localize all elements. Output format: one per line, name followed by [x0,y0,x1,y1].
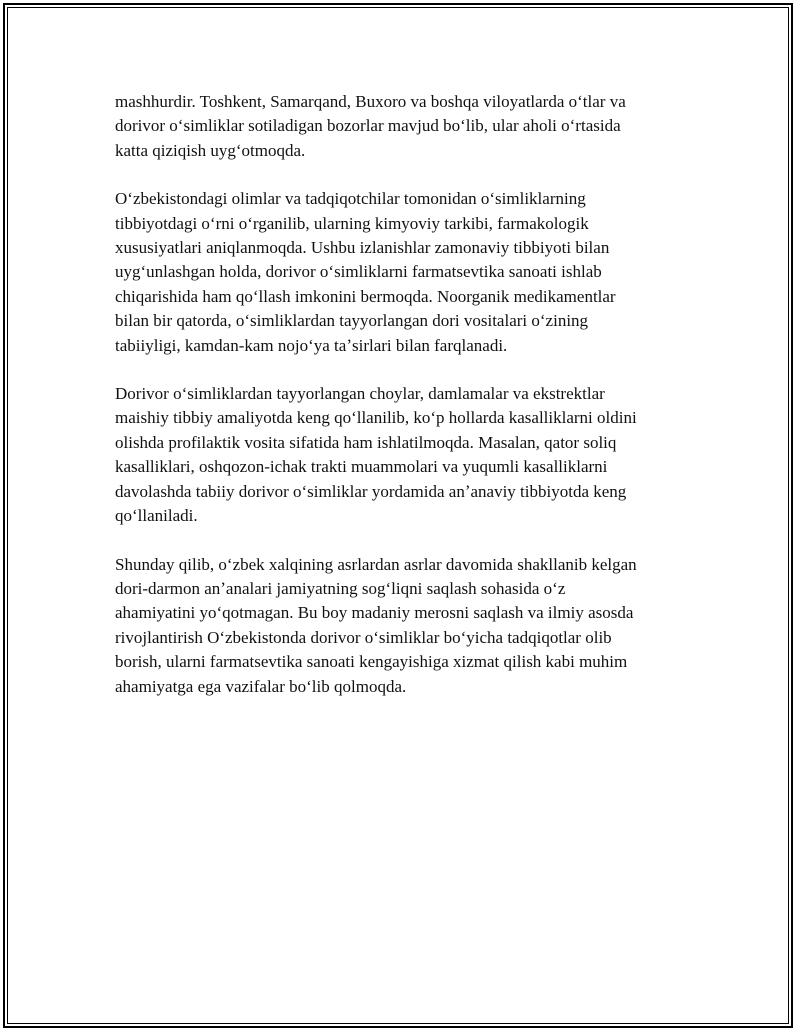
text-line: xususiyatlari aniqlanmoqda. Ushbu izlanishlar zamonaviy tibbiyoti bilan [115,238,610,258]
text-line: qoʻllaniladi. [115,506,198,526]
text-line: borish, ularni farmatsevtika sanoati kengayishiga xizmat qilish kabi muhim [115,652,628,672]
text-line: tibbiyotdagi oʻrni oʻrganilib, ularning kimyoviy tarkibi, farmakologik [115,213,589,233]
text-line: chiqarishida ham qoʻllash imkonini bermoqda. Noorganik medikamentlar [115,286,616,306]
text-line: mashhurdir. Toshkent, Samarqand, Buxoro va boshqa viloyatlarda oʻtlar va [115,92,626,111]
text-line: maishiy tibbiy amaliyotda keng qoʻllanilib, koʻp hollarda kasalliklarni oldini [115,408,637,428]
text-line: dorivor oʻsimliklar sotiladigan bozorlar mavjud boʻlib, ular aholi oʻrtasida [115,116,621,136]
text-line: ahamiyatga ega vazifalar boʻlib qolmoqda. [115,676,407,696]
text-line: uygʻunlashgan holda, dorivor oʻsimliklarni farmatsevtika sanoati ishlab [115,262,602,282]
text-line: dori-darmon anʼanalari jamiyatning sogʻliqni saqlash sohasida oʻz [115,578,566,598]
text-line: tabiiyligi, kamdan-kam nojoʻya taʼsirlari bilan farqlanadi. [115,335,508,355]
text-line: katta qiziqish uygʻotmoqda. [115,140,306,160]
paragraph-3 [115,382,695,528]
paragraph-1 [115,90,695,163]
paragraph-4 [115,553,695,699]
paragraph-2 [115,187,695,358]
document-body [115,90,695,723]
text-line: Shunday qilib, oʻzbek xalqining asrlardan asrlar davomida shakllanib kelgan [115,554,637,574]
text-line: bilan bir qatorda, oʻsimliklardan tayyorlangan dori vositalari oʻzining [115,311,589,331]
text-line: olishda profilaktik vosita sifatida ham ishlatilmoqda. Masalan, qator soliq [115,432,617,452]
text-line: Dorivor oʻsimliklardan tayyorlangan choylar, damlamalar va ekstrektlar [115,384,605,404]
text-line: kasalliklari, oshqozon-ichak trakti muammolari va yuqumli kasalliklarni [115,457,608,477]
text-line: davolashda tabiiy dorivor oʻsimliklar yordamida anʼanaviy tibbiyotda keng [115,481,627,501]
text-line: Oʻzbekistondagi olimlar va tadqiqotchilar tomonidan oʻsimliklarning [115,189,586,209]
text-line: ahamiyatini yoʻqotmagan. Bu boy madaniy merosni saqlash va ilmiy asosda [115,603,634,623]
text-line: rivojlantirish Oʻzbekistonda dorivor oʻsimliklar boʻyicha tadqiqotlar olib [115,627,612,647]
